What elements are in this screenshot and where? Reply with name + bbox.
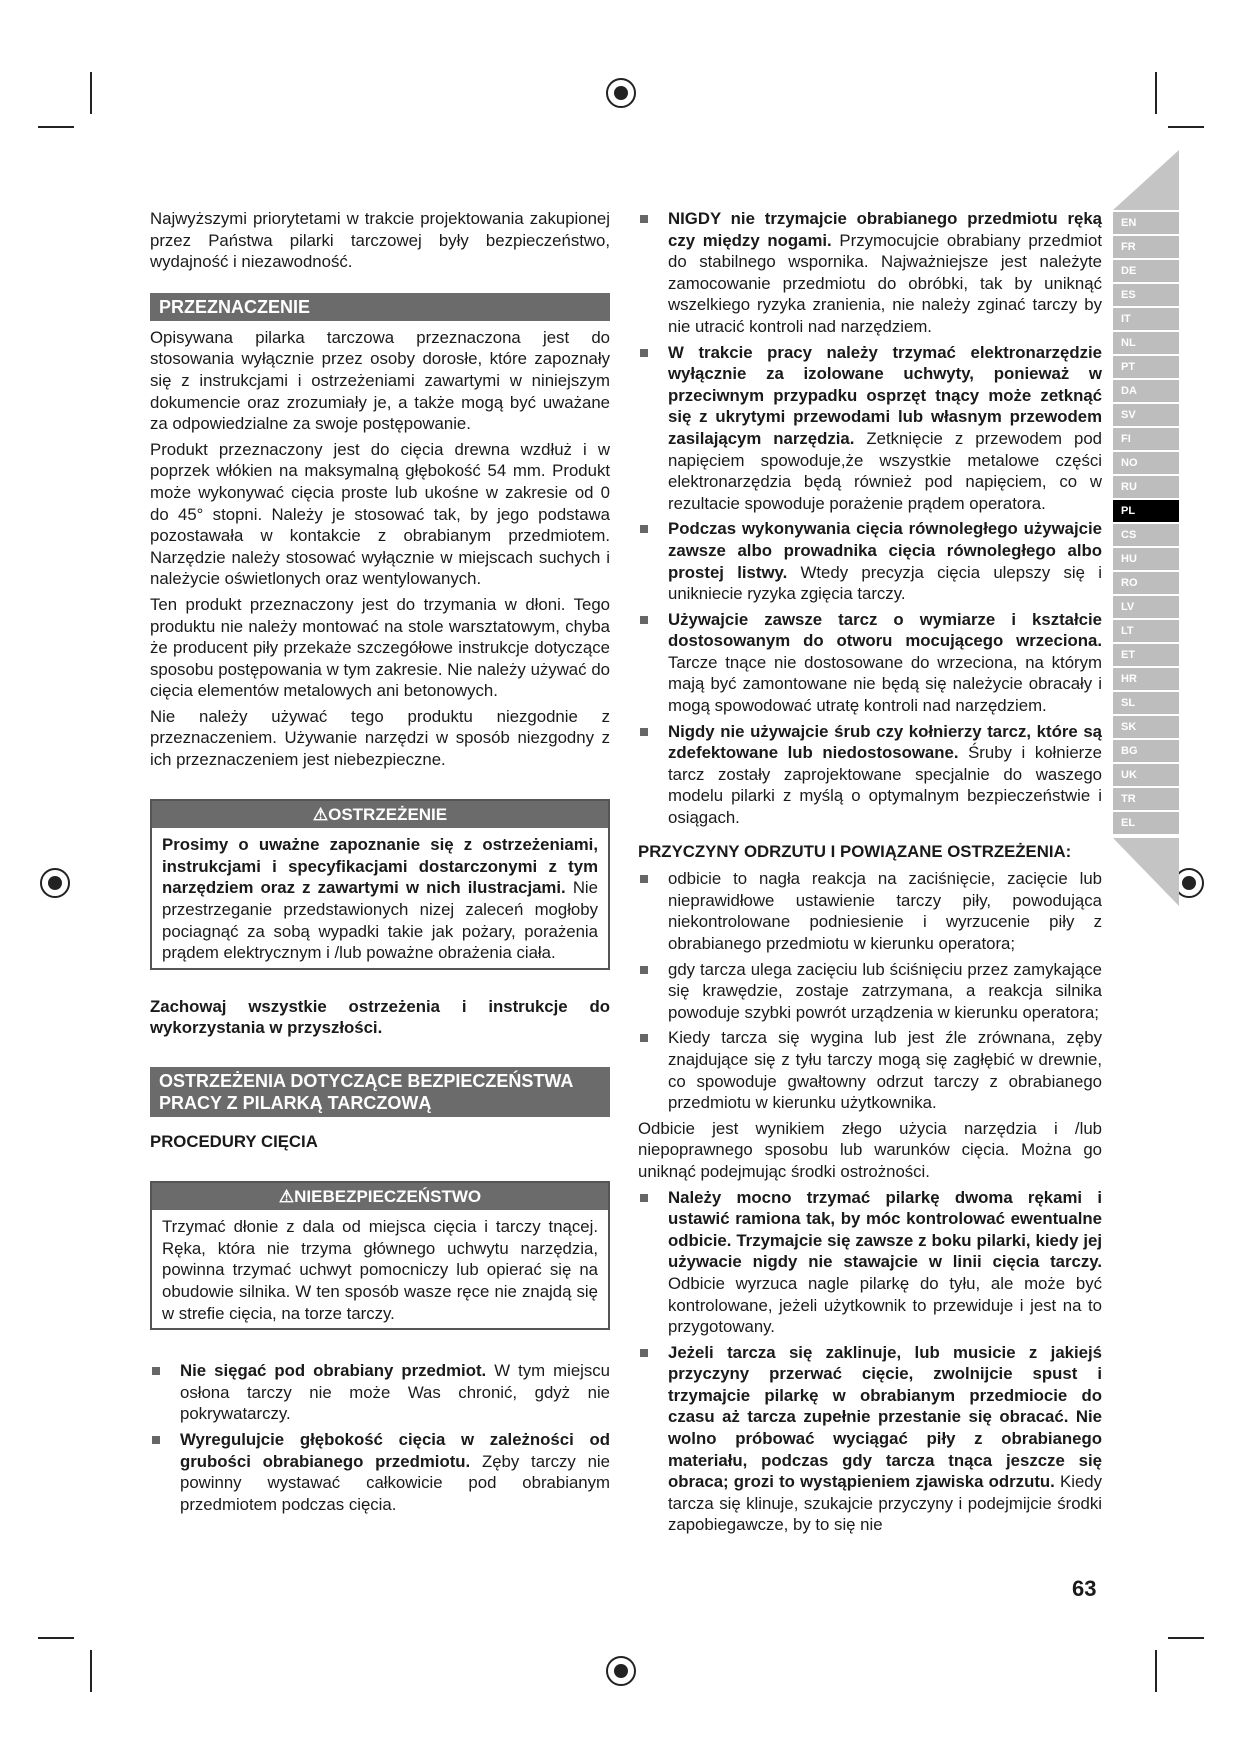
language-tab-nl[interactable]: NL [1113, 332, 1179, 354]
language-tab-no[interactable]: NO [1113, 452, 1179, 474]
bullet-bold: Wyregulujcie głębokość cięcia w zależności od grubości obrabianego przedmiotu. [180, 1429, 610, 1471]
language-tabs [1113, 212, 1179, 836]
bullet-text: Kiedy tarcza się klinuje, szukajcie przyczyny i podejmijcie środki zapobiegawcze, by to się nie [668, 1472, 1102, 1535]
language-tab-hu[interactable]: HU [1113, 548, 1179, 570]
language-tab-ro[interactable]: RO [1113, 572, 1179, 594]
intro-text: Najwyższymi priorytetami w trakcie projektowania zakupionej przez Państwa pilarki tarczowej były bezpieczeństwo, wydajność i niezawodność. [150, 209, 610, 272]
bullet-text: Tarcze tnące nie dostosowane do wrzeciona, na którym mają być zamontowane nie będą się należycie obracały i mogą spowodować utratę kontroli nad narzędziem. [668, 652, 1102, 716]
section-header-przeznaczenie: PRZEZNACZENIE [150, 293, 610, 321]
language-tab-lt[interactable]: LT [1113, 620, 1179, 642]
crop-mark [38, 1637, 74, 1639]
kickback-heading: PRZYCZYNY ODRZUTU I POWIĄZANE OSTRZEŻENIA: [638, 841, 1072, 861]
language-tab-cs[interactable]: CS [1113, 524, 1179, 546]
language-tab-pl[interactable]: PL [1113, 500, 1179, 522]
bullet-bold: Nigdy nie używajcie śrub czy kołnierzy tarcz, które są zdefektowane lub niedostosowane. [668, 721, 1102, 763]
kickback-list-2 [638, 1187, 1102, 1537]
bullet-text: Zęby tarczy nie powinny wystawać całkowicie pod obrabianym przedmiotem podczas cięcia. [180, 1451, 610, 1514]
language-tab-lv[interactable]: LV [1113, 596, 1179, 618]
keep-instructions: Zachowaj wszystkie ostrzeżenia i instrukcje do wykorzystania w przyszłości. [150, 996, 610, 1038]
registration-mark-icon [40, 868, 70, 898]
list-item [150, 1429, 610, 1515]
danger-text: Trzymać dłonie z dala od miejsca cięcia i tarczy tnącej. Ręka, która nie trzyma głównego uchwytu narzędzia, powinna trzymać uchwyt pomocniczy lub opierać się na obudowie silnika. W ten sposób wasze ręce nie znajdą się w strefie cięcia, na torze tarczy. [162, 1217, 598, 1323]
left-column [150, 208, 610, 1519]
bullet-text: W tym miejscu osłona tarczy nie może Was chronić, gdyż nie pokrywatarczy. [180, 1361, 610, 1424]
language-tab-en[interactable]: EN [1113, 212, 1179, 234]
bullet-bold: Należy mocno trzymać pilarkę dwoma rękami i ustawić ramiona tak, by móc kontrolować ewentualne odbicie. Trzymajcie się zawsze z boku pilarki, kiedy jej używacie nigdy nie stawajcie w linii cięcia tarczy. [668, 1187, 1102, 1272]
language-tab-da[interactable]: DA [1113, 380, 1179, 402]
warning-title: OSTRZEŻENIE [328, 804, 448, 824]
list-item [638, 721, 1102, 829]
bullet-bold: NIGDY nie trzymajcie obrabianego przedmiotu ręką czy między nogami. [668, 209, 1102, 250]
crop-mark [1155, 1650, 1157, 1692]
language-tab-ru[interactable]: RU [1113, 476, 1179, 498]
bullet-bold: W trakcie pracy należy trzymać elektronarzędzie wyłącznie za izolowane uchwyty, ponieważ w przeciwnym przypadku osprzęt tnący może zetknąć się z ukrytymi przewodami lub własnym przewodem zasilającym narzędzia. [668, 342, 1102, 448]
crop-mark [1155, 72, 1157, 114]
language-tab-hr[interactable]: HR [1113, 668, 1179, 690]
warning-box [150, 799, 610, 970]
warning-icon: ⚠ [312, 804, 329, 824]
language-tab-fi[interactable]: FI [1113, 428, 1179, 450]
section-header-safety: OSTRZEŻENIA DOTYCZĄCE BEZPIECZEŃSTWA PRACY Z PILARKĄ TARCZOWĄ [150, 1067, 610, 1117]
list-item [638, 1342, 1102, 1536]
list-item [638, 342, 1102, 515]
subheading-procedures: PROCEDURY CIĘCIA [150, 1132, 318, 1151]
danger-title: NIEBEZPIECZEŃSTWO [294, 1186, 482, 1206]
right-bullet-list [638, 208, 1102, 829]
tab-bottom-wedge [1113, 838, 1179, 906]
registration-mark-icon [606, 78, 636, 108]
language-tab-fr[interactable]: FR [1113, 236, 1179, 258]
warning-bold: Prosimy o uważne zapoznanie się z ostrzeżeniami, instrukcjami i specyfikacjami dostarczonymi z tym narzędziem oraz z zawartymi w nich ilustracjami. [162, 835, 598, 898]
list-item: Kiedy tarcza się wygina lub jest źle zrównana, zęby znajdujące się z tyłu tarczy mogą się zagłębić w drewnie, co spowoduje gwałtowny odrzut tarczy z obrabianego przedmiotu w kierunku użytkownika. [638, 1027, 1102, 1113]
list-item [150, 1360, 610, 1425]
bullet-text: Zetknięcie z przewodem pod napięciem spowoduje,że wszystkie metalowe części elektronarzędzia będą również pod napięciem, co w rezultacie spowoduje porażenie prądem operatora. [668, 428, 1102, 513]
crop-mark [90, 1650, 92, 1692]
bullet-text: Przymocujcie obrabiany przedmiot do stabilnego wspornika. Najważniejsze jest należyte zamocowanie przedmiotu do obróbki, tak by uniknąć wszelkiego ryzyka zranienia, nie należy zginać tarczy by nie utracić kontroli nad narzędziem. [668, 230, 1102, 336]
kickback-list [638, 868, 1102, 1114]
bullet-text: Wtedy precyzja cięcia ulepszy się i unikniecie ryzyka zgięcia tarczy. [668, 562, 1102, 604]
bullet-text: Śruby i kołnierze tarcz zostały zaprojektowane specjalnie do waszego modelu pilarki z myślą o optymalnym bezpieczeństwie i osiągach. [668, 743, 1102, 828]
list-item [638, 609, 1102, 717]
danger-icon: ⚠ [278, 1186, 295, 1206]
language-tab-sv[interactable]: SV [1113, 404, 1179, 426]
language-tab-pt[interactable]: PT [1113, 356, 1179, 378]
language-tab-it[interactable]: IT [1113, 308, 1179, 330]
crop-mark [1168, 1637, 1204, 1639]
kickback-paragraph: Odbicie jest wynikiem złego użycia narzędzia i /lub niepoprawnego sposobu lub warunków cięcia. Można go uniknąć podejmując środki ostrożności. [638, 1118, 1102, 1181]
paragraph: Ten produkt przeznaczony jest do trzymania w dłoni. Tego produktu nie należy montować na stole warsztatowym, chyba że producent piły przekaże szczegółowe instrukcje dotyczące sposobu postępowania w tym zakresie. Nie należy używać do cięcia elementów metalowych ani betonowych. [150, 594, 610, 701]
crop-mark [1168, 126, 1204, 128]
left-bullet-list [150, 1360, 610, 1515]
language-tab-tr[interactable]: TR [1113, 788, 1179, 810]
language-tab-bg[interactable]: BG [1113, 740, 1179, 762]
paragraph: Produkt przeznaczony jest do cięcia drewna wzdłuż i w poprzek włókien na maksymalną głębokość 54 mm. Produkt może wykonywać cięcia proste lub ukośne w zakresie od 0 do 45° stopni. Należy je stosować tak, by jego podstawa pozostawała w kontakcie z obrabianym przedmiotem. Narzędzie należy stosować wyłącznie w miejscach suchych i należycie oświetlonych oraz wentylowanych. [150, 439, 610, 589]
bullet-bold: Nie sięgać pod obrabiany przedmiot. [180, 1361, 487, 1381]
language-tab-sk[interactable]: SK [1113, 716, 1179, 738]
crop-mark [90, 72, 92, 114]
language-tab-es[interactable]: ES [1113, 284, 1179, 306]
bullet-bold: Podczas wykonywania cięcia równoległego używajcie zawsze albo prowadnika cięcia równoległego albo prostej listwy. [668, 519, 1102, 582]
bullet-bold: Używajcie zawsze tarcz o wymiarze i kształcie dostosowanym do otworu mocującego wrzeciona. [668, 609, 1102, 651]
list-item [638, 208, 1102, 338]
paragraph: Nie należy używać tego produktu niezgodnie z przeznaczeniem. Używanie narzędzi w sposób niezgodny z ich przeznaczeniem jest niebezpieczne. [150, 706, 610, 770]
language-tab-sl[interactable]: SL [1113, 692, 1179, 714]
warning-text: Nie przestrzeganie przedstawionych nizej zaleceń mogłoby pociagnąć za sobą wypadki takie jak pożary, porażenia prądem elektrycznym i /lub poważne obrażenia ciała. [162, 878, 598, 963]
list-item [638, 518, 1102, 604]
bullet-text: Odbicie wyrzuca nagle pilarkę do tyłu, ale może być kontrolowane, jeżeli użytkownik to przewiduje i jest na to przygotowany. [668, 1273, 1102, 1337]
crop-mark [38, 126, 74, 128]
language-tab-uk[interactable]: UK [1113, 764, 1179, 786]
list-item [638, 1187, 1102, 1338]
registration-mark-icon [606, 1656, 636, 1686]
paragraph: Opisywana pilarka tarczowa przeznaczona jest do stosowania wyłącznie przez osoby dorosłe, które zapoznały się z instrukcjami i ostrzeżeniami zawartymi w niniejszym dokumencie oraz zrozumiały je, a także mogą być uważane za odpowiedzialne za swoje postępowanie. [150, 327, 610, 434]
page-number: 63 [1072, 1576, 1097, 1601]
bullet-bold: Jeżeli tarcza się zaklinuje, lub musicie z jakiejś przyczyny przerwać cięcie, zwolnijcie spust i trzymajcie pilarkę w obrabianym przedmiocie do czasu aż tarcza zupełnie przestanie się obracać. Nie wolno próbować wyciągać piły z obrabianego materiału, podczas gdy tarcza tnąca jeszcze się obraca; grozi to wystąpieniem zjawiska odrzutu. [668, 1342, 1102, 1492]
language-tab-de[interactable]: DE [1113, 260, 1179, 282]
list-item: gdy tarcza ulega zacięciu lub ściśnięciu przez zamykające się krawędzie, zostaje zatrzymana, a reakcja silnika powoduje szybki powrót urządzenia w kierunku operatora; [638, 959, 1102, 1024]
tab-top-wedge [1113, 150, 1179, 210]
language-tab-el[interactable]: EL [1113, 812, 1179, 834]
danger-box [150, 1181, 610, 1331]
list-item: odbicie to nagła reakcja na zaciśnięcie, zacięcie lub nieprawidłowe ustawienie tarczy piły, powodująca niekontrolowane podniesienie i wyrzucenie piły z obrabianego przedmiotu w kierunku operatora; [638, 868, 1102, 954]
language-tab-et[interactable]: ET [1113, 644, 1179, 666]
right-column [638, 208, 1102, 1540]
